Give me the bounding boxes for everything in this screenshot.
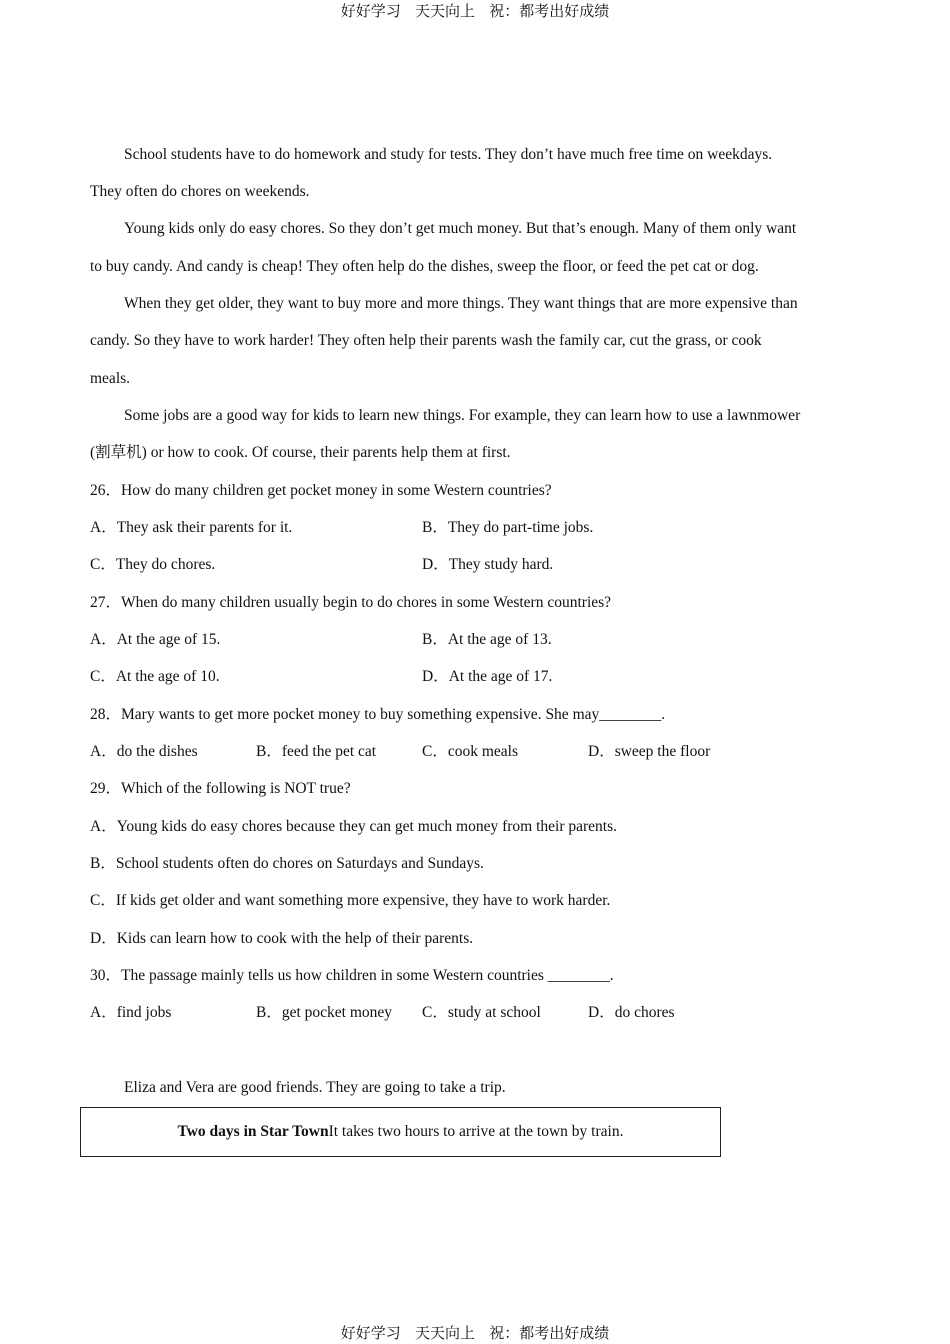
question-27-option-b[interactable]: B．At the age of 13.	[422, 631, 552, 648]
passage-line: When they get older, they want to buy more and more things. They want things that are more expensive than	[124, 295, 798, 312]
passage-line: candy. So they have to work harder! They often help their parents wash the family car, cut the grass, or cook	[90, 332, 762, 349]
question-29-stem: 29．Which of the following is NOT true?	[90, 780, 351, 797]
passage-line: They often do chores on weekends.	[90, 183, 310, 200]
question-28-option-d[interactable]: D．sweep the floor	[588, 743, 711, 760]
question-26-option-c[interactable]: C．They do chores.	[90, 556, 216, 573]
page-header: 好好学习 天天向上 祝：都考出好成绩	[340, 2, 610, 20]
info-box-title: Two days in Star Town	[177, 1123, 329, 1140]
info-box-text: It takes two hours to arrive at the town by train.	[328, 1123, 624, 1140]
question-27-option-d[interactable]: D．At the age of 17.	[422, 668, 553, 685]
question-27-option-c[interactable]: C．At the age of 10.	[90, 668, 220, 685]
question-30-stem: 30．The passage mainly tells us how children in some Western countries ________.	[90, 967, 614, 984]
question-29-option-b[interactable]: B．School students often do chores on Saturdays and Sundays.	[90, 855, 484, 872]
question-27-stem: 27．When do many children usually begin to do chores in some Western countries?	[90, 594, 612, 611]
passage-line: to buy candy. And candy is cheap! They often help do the dishes, sweep the floor, or feed the pet cat or dog.	[90, 258, 759, 275]
question-26-option-a[interactable]: A．They ask their parents for it.	[90, 519, 293, 536]
question-28-option-b[interactable]: B．feed the pet cat	[256, 743, 377, 760]
question-28-stem: 28．Mary wants to get more pocket money to buy something expensive. She may________.	[90, 706, 666, 723]
question-28-option-c[interactable]: C．cook meals	[422, 743, 518, 760]
question-26-stem: 26．How do many children get pocket money in some Western countries?	[90, 482, 552, 499]
question-30-option-b[interactable]: B．get pocket money	[256, 1004, 393, 1021]
question-26-option-b[interactable]: B．They do part-time jobs.	[422, 519, 594, 536]
info-box	[80, 1107, 721, 1157]
passage-line: (割草机) or how to cook. Of course, their parents help them at first.	[90, 444, 511, 461]
passage-line: School students have to do homework and study for tests. They don’t have much free time on weekdays.	[124, 146, 773, 163]
next-passage-intro: Eliza and Vera are good friends. They are going to take a trip.	[124, 1079, 506, 1096]
passage-line: Some jobs are a good way for kids to learn new things. For example, they can learn how to use a lawnmower	[124, 407, 801, 424]
passage-line: Young kids only do easy chores. So they don’t get much money. But that’s enough. Many of them only want	[124, 220, 797, 237]
passage-line: meals.	[90, 370, 131, 387]
question-26-option-d[interactable]: D．They study hard.	[422, 556, 554, 573]
question-30-option-d[interactable]: D．do chores	[588, 1004, 675, 1021]
question-29-option-c[interactable]: C．If kids get older and want something more expensive, they have to work harder.	[90, 892, 611, 909]
page-footer: 好好学习 天天向上 祝：都考出好成绩	[340, 1324, 610, 1342]
question-30-option-c[interactable]: C．study at school	[422, 1004, 541, 1021]
question-29-option-a[interactable]: A．Young kids do easy chores because they can get much money from their parents.	[90, 818, 618, 835]
question-27-option-a[interactable]: A．At the age of 15.	[90, 631, 221, 648]
question-30-option-a[interactable]: A．find jobs	[90, 1004, 172, 1021]
question-29-option-d[interactable]: D．Kids can learn how to cook with the help of their parents.	[90, 930, 474, 947]
question-28-option-a[interactable]: A．do the dishes	[90, 743, 198, 760]
